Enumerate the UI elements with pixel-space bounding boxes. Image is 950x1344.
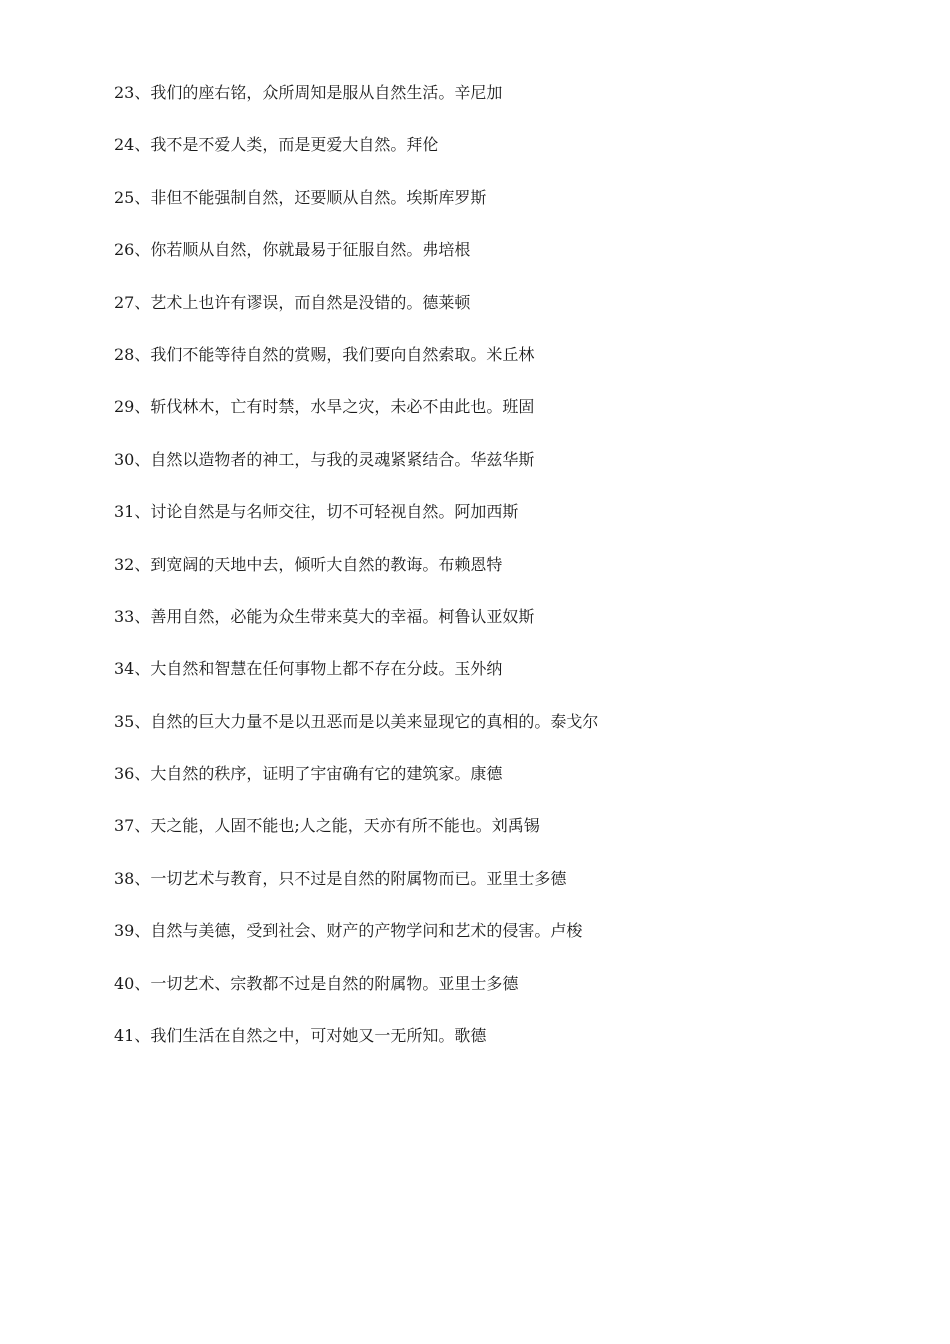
quote-line: 35、自然的巨大力量不是以丑恶而是以美来显现它的真相的。泰戈尔 — [114, 711, 599, 731]
quote-line: 31、讨论自然是与名师交往，切不可轻视自然。阿加西斯 — [114, 502, 519, 522]
quote-line: 28、我们不能等待自然的赏赐，我们要向自然索取。米丘林 — [114, 344, 535, 364]
quote-line: 33、善用自然，必能为众生带来莫大的幸福。柯鲁认亚奴斯 — [114, 606, 535, 626]
quote-line: 29、斩伐林木，亡有时禁，水旱之灾，未必不由此也。班固 — [114, 397, 535, 417]
quote-line: 34、大自然和智慧在任何事物上都不存在分歧。玉外纳 — [114, 659, 503, 679]
quote-line: 26、你若顺从自然，你就最易于征服自然。弗培根 — [114, 240, 471, 260]
quote-line: 23、我们的座右铭，众所周知是服从自然生活。辛尼加 — [114, 83, 503, 102]
quote-line: 40、一切艺术、宗教都不过是自然的附属物。亚里士多德 — [114, 973, 519, 993]
quote-list — [114, 82, 874, 1077]
quote-line: 30、自然以造物者的神工，与我的灵魂紧紧结合。华兹华斯 — [114, 449, 535, 469]
quote-line: 39、自然与美德，受到社会、财产的产物学问和艺术的侵害。卢梭 — [114, 921, 583, 941]
quote-line: 38、一切艺术与教育，只不过是自然的附属物而已。亚里士多德 — [114, 868, 567, 888]
quote-line: 32、到宽阔的天地中去，倾听大自然的教诲。布赖恩特 — [114, 554, 503, 574]
quote-line: 24、我不是不爱人类，而是更爱大自然。拜伦 — [114, 135, 439, 155]
quote-line: 27、艺术上也许有谬误，而自然是没错的。德莱顿 — [114, 292, 471, 312]
quote-line: 36、大自然的秩序，证明了宇宙确有它的建筑家。康德 — [114, 764, 503, 784]
quote-line: 41、我们生活在自然之中，可对她又一无所知。歌德 — [114, 1026, 487, 1046]
quote-line: 25、非但不能强制自然，还要顺从自然。埃斯库罗斯 — [114, 187, 487, 207]
quote-line: 37、天之能，人固不能也;人之能，天亦有所不能也。刘禹锡 — [114, 816, 540, 836]
